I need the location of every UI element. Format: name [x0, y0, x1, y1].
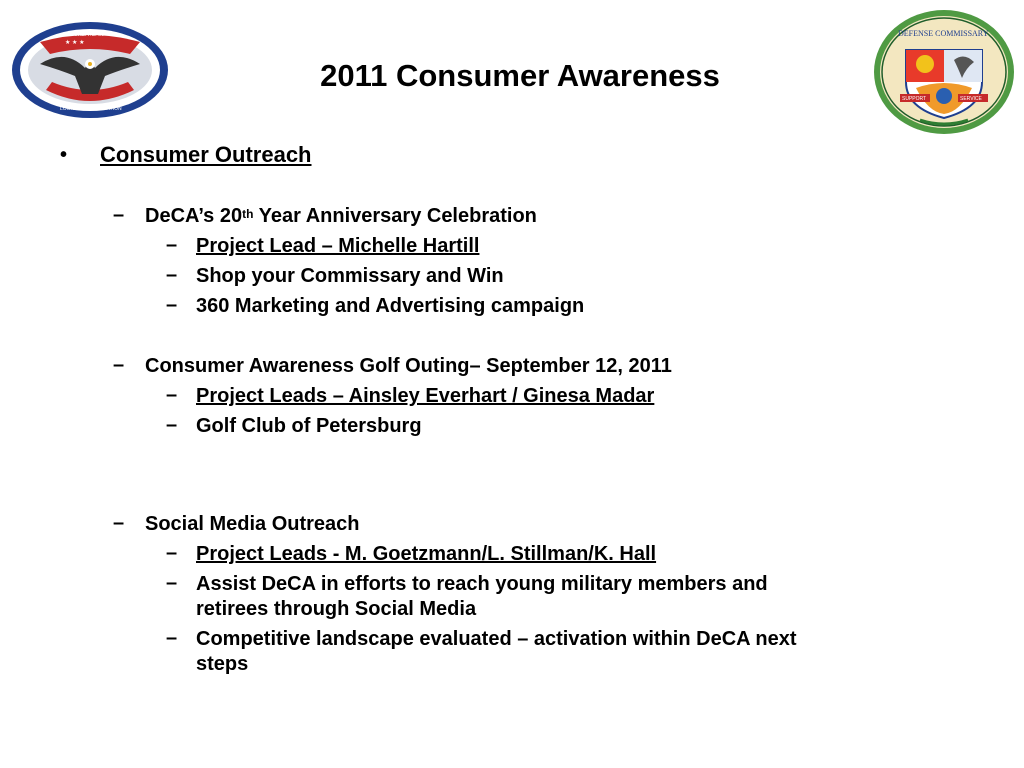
svg-text:LOGISTICS ASSOCIATION: LOGISTICS ASSOCIATION [60, 106, 122, 112]
section-3-item-3-dash: – [166, 627, 178, 649]
section-3-item-1-dash: – [166, 542, 178, 564]
section-1-item-1-dash: – [166, 234, 178, 256]
section-3-item-2-line-1: Assist DeCA in efforts to reach young military members and [196, 573, 768, 595]
svg-text:★ ★ ★: ★ ★ ★ [65, 40, 85, 46]
section-1-dash: – [113, 204, 125, 226]
heading-consumer-outreach: Consumer Outreach [100, 142, 312, 167]
section-2-title: Consumer Awareness Golf Outing– September 12, 2011 [145, 355, 672, 377]
section-1-item-1: Project Lead – Michelle Hartill [196, 235, 480, 257]
section-1-item-2: Shop your Commissary and Win [196, 265, 504, 287]
logo-left-text: AMERICAN [72, 32, 104, 38]
section-3-dash: – [113, 512, 125, 534]
page-title: 2011 Consumer Awareness [320, 58, 720, 93]
section-3-title: Social Media Outreach [145, 513, 360, 535]
section-3-item-3-line-1: Competitive landscape evaluated – activation within DeCA next [196, 628, 797, 650]
logo-right-banner-2: SERVICE [960, 96, 982, 102]
section-2-item-2: Golf Club of Petersburg [196, 415, 422, 437]
section-2-dash: – [113, 354, 125, 376]
section-1-item-2-dash: – [166, 264, 178, 286]
section-1-title: DeCA’s 20th Year Anniversary Celebration [145, 205, 537, 227]
section-3-item-2-dash: – [166, 572, 178, 594]
logo-right-banner-1: SUPPORT [902, 96, 927, 102]
section-2-item-1: Project Leads – Ainsley Everhart / Ginesa Madar [196, 385, 655, 407]
section-1-item-3-dash: – [166, 294, 178, 316]
section-1-item-3: 360 Marketing and Advertising campaign [196, 295, 585, 317]
section-2-item-1-dash: – [166, 384, 178, 406]
heading-bullet: • [60, 144, 68, 166]
section-3-item-2-line-2: retirees through Social Media [196, 598, 477, 620]
logo-right-text: DEFENSE COMMISSARY [898, 29, 989, 38]
section-2-item-2-dash: – [166, 414, 178, 436]
section-3-item-1: Project Leads - M. Goetzmann/L. Stillman/K. Hall [196, 543, 657, 565]
section-3-item-3-line-2: steps [196, 653, 249, 675]
